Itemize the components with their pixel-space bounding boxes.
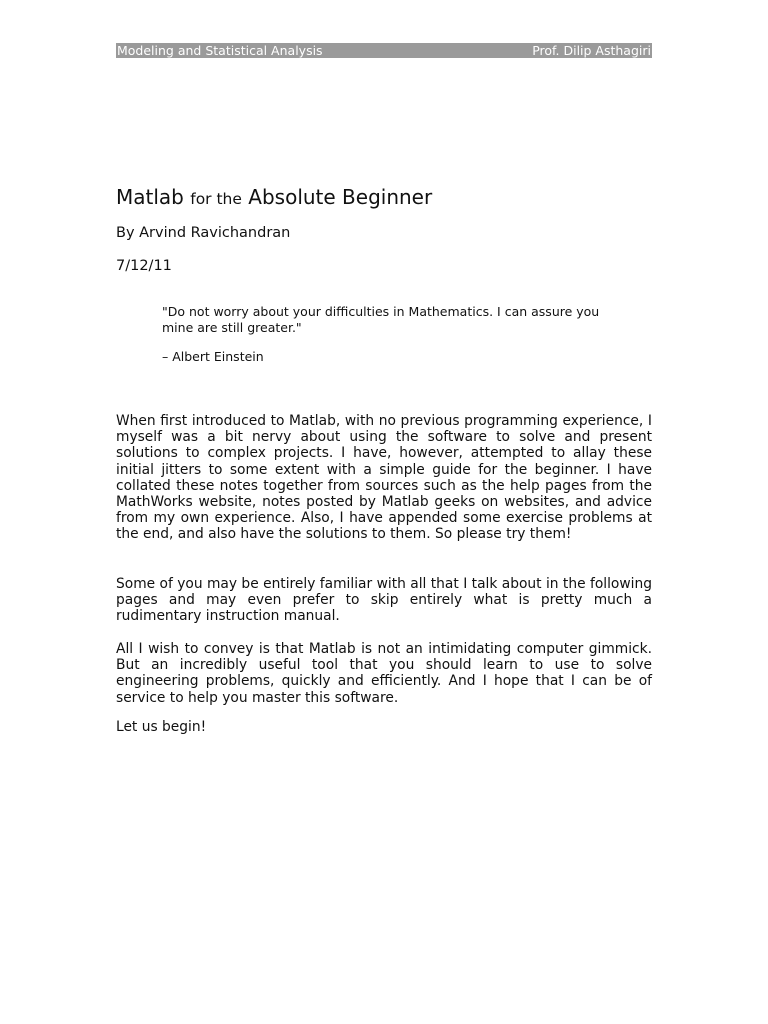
body-paragraph-intro: When first introduced to Matlab, with no previous programming experience, I myself was a bit nervy about using the software to solve and present solutions to complex projects. I have, however, attempted to allay these initial jitters to some extent with a simple guide for the beginner. I have collated these notes together from sources such as the help pages from the MathWorks website, notes posted by Matlab geeks on websites, and advice from my own experience. Also, I have appended some exercise problems at the end, and also have the solutions to them. So please try them! (116, 413, 652, 543)
author-line: By Arvind Ravichandran (116, 225, 291, 241)
document-date: 7/12/11 (116, 258, 172, 274)
running-header (116, 43, 652, 58)
body-paragraph-begin: Let us begin! (116, 719, 207, 735)
body-paragraph-familiar: Some of you may be entirely familiar with all that I talk about in the following pages and may even prefer to skip entirely what is pretty much a rudimentary instruction manual. (116, 576, 652, 625)
header-professor-name: Prof. Dilip Asthagiri (532, 43, 651, 58)
document-title (116, 184, 432, 212)
body-paragraph-convey: All I wish to convey is that Matlab is not an intimidating computer gimmick. But an incredibly useful tool that you should learn to use to solve engineering problems, quickly and efficiently. And I hope that I can be of service to help you master this software. (116, 641, 652, 706)
epigraph-attribution: – Albert Einstein (162, 349, 264, 364)
title-part-absolute-beginner: Absolute Beginner (248, 185, 433, 209)
epigraph-quote: "Do not worry about your difficulties in Mathematics. I can assure you mine are still greater." (162, 304, 600, 335)
title-part-for-the: for the (190, 190, 242, 208)
header-course-title: Modeling and Statistical Analysis (117, 43, 323, 58)
title-part-matlab: Matlab (116, 185, 184, 209)
